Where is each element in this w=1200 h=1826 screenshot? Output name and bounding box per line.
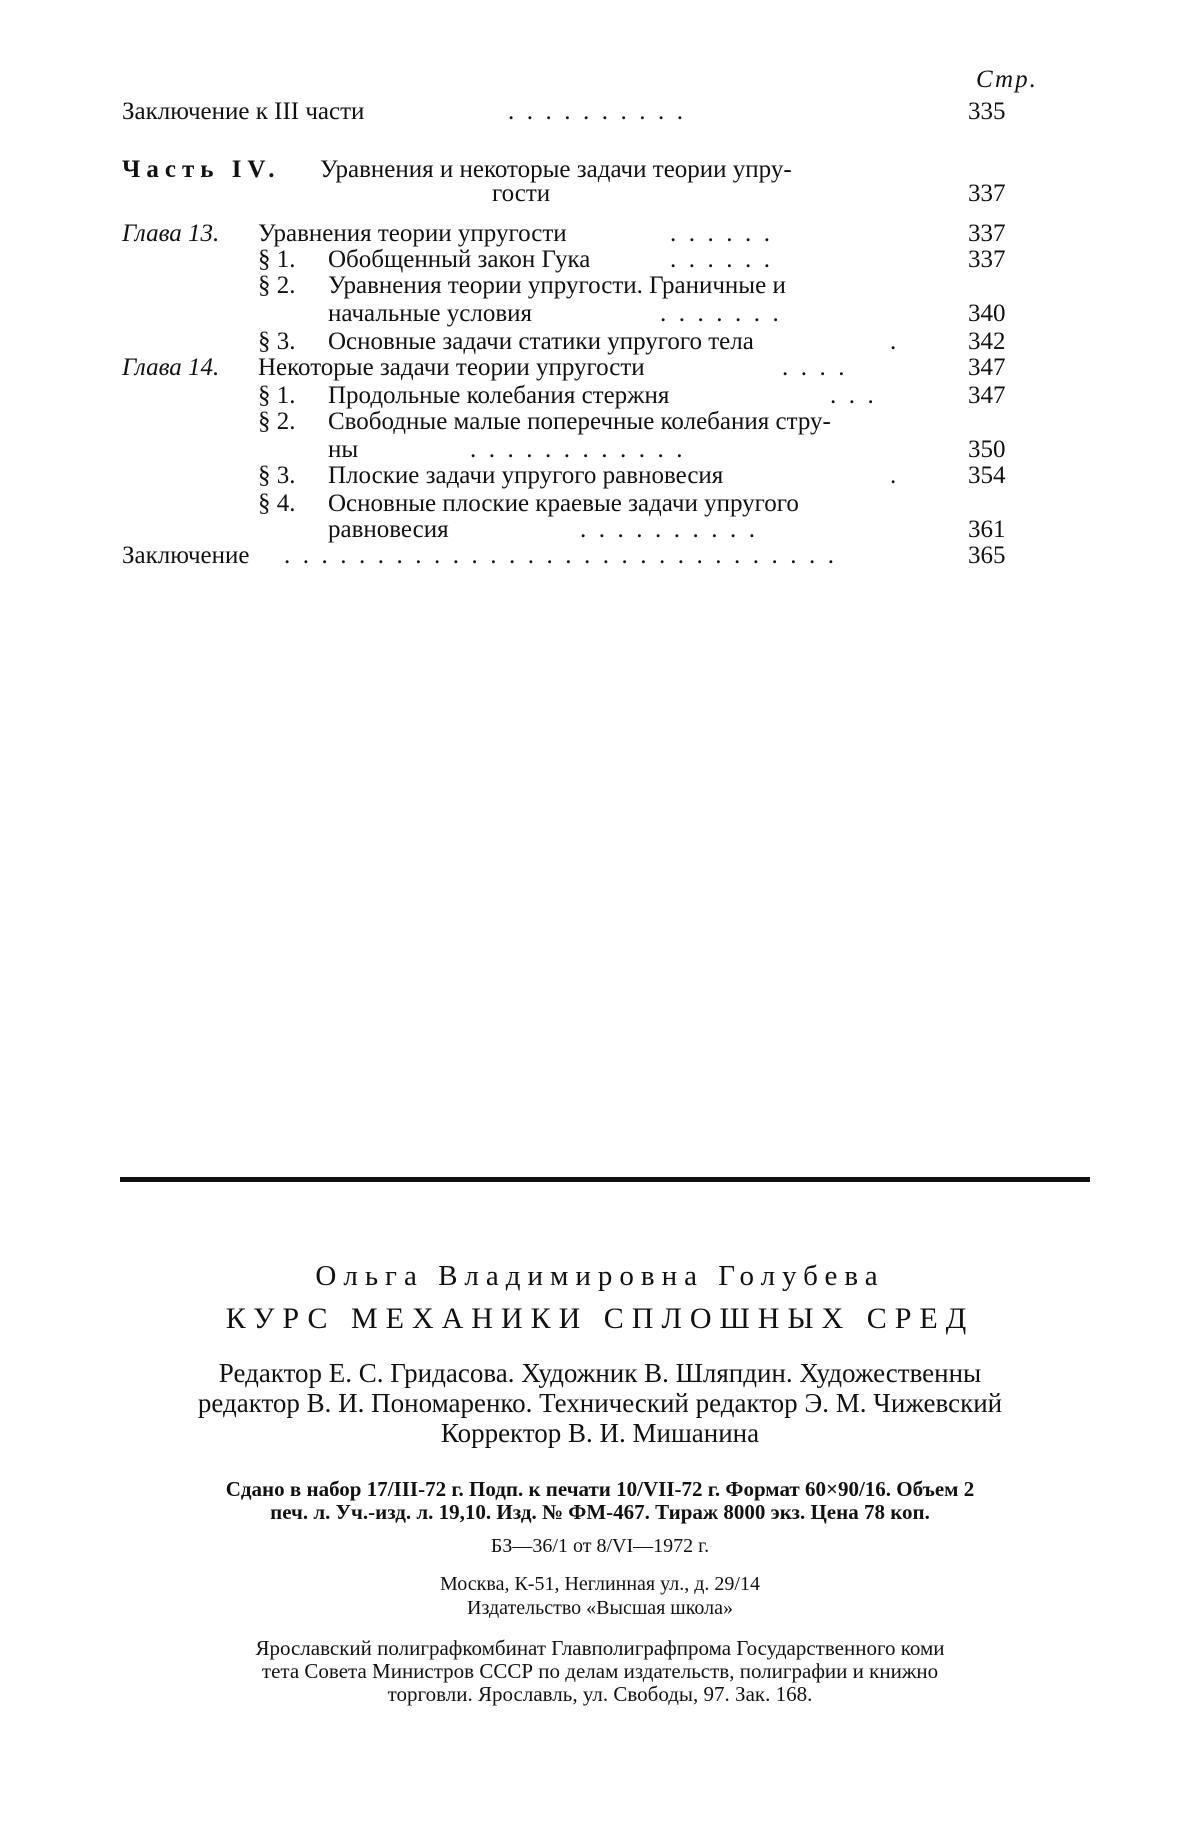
toc-entry-ch13-s3 xyxy=(258,328,754,355)
toc-entry-ch13-s2 xyxy=(258,272,786,299)
toc-entry-ch13-s2-cont xyxy=(328,300,532,327)
toc-entry-conclusion xyxy=(122,542,250,569)
toc-entry-ch14-s2 xyxy=(258,408,831,435)
leader-dots: . xyxy=(890,462,897,489)
author-name: Ольга Владимировна Голубева xyxy=(315,1260,885,1292)
leader-dots: . . . . . . . . . . xyxy=(580,516,755,543)
toc-page-number: 365 xyxy=(968,542,1006,569)
leader-dots: . . . . . . xyxy=(670,220,770,247)
toc-entry-ch14-s4 xyxy=(258,490,799,517)
toc-part-label: Часть IV. xyxy=(122,156,281,183)
toc-entry-ch14-s2-cont xyxy=(328,436,358,463)
toc-page-number: 335 xyxy=(968,98,1006,125)
toc-entry-title-cont: гости xyxy=(492,180,551,207)
toc-entry-title: Свободные малые поперечные колебания стру- xyxy=(328,408,831,435)
toc-section-number: § 2. xyxy=(258,408,296,435)
toc-page-number: 350 xyxy=(968,436,1006,463)
print-info-line: печ. л. Уч.-изд. л. 19,10. Изд. № ФМ-467. Тираж 8000 экз. Цена 78 коп. xyxy=(270,1500,930,1524)
page-column-header: Стр. xyxy=(976,66,1038,93)
toc-entry-title: Продольные колебания стержня xyxy=(328,382,670,409)
toc-page-number: 337 xyxy=(968,246,1006,273)
toc-entry-title: Плоские задачи упругого равновесия xyxy=(328,462,724,489)
leader-dots: . . . . . . . xyxy=(660,300,779,327)
toc-entry-part4-cont xyxy=(492,180,550,207)
print-info-line: Сдано в набор 17/III-72 г. Подп. к печати 10/VII-72 г. Формат 60×90/16. Объем 2 xyxy=(225,1477,975,1501)
toc-entry-title: Основные задачи статики упругого тела xyxy=(328,328,754,355)
book-title: КУРС МЕХАНИКИ СПЛОШНЫХ СРЕД xyxy=(225,1302,975,1335)
toc-entry-title-cont: равновесия xyxy=(328,516,449,543)
toc-entry-title-cont: начальные условия xyxy=(328,300,533,327)
printer-line: торговли. Ярославль, ул. Свободы, 97. Зак. 168. xyxy=(387,1682,813,1706)
toc-entry-title: Уравнения и некоторые задачи теории упру- xyxy=(320,156,792,183)
toc-entry-title-cont: ны xyxy=(328,436,359,463)
toc-section-number: § 4. xyxy=(258,490,296,517)
toc-entry-title: Обобщенный закон Гука xyxy=(328,246,591,273)
toc-page-number: 361 xyxy=(968,516,1006,543)
toc-page-number: 337 xyxy=(968,220,1006,247)
leader-dots: . xyxy=(890,328,897,355)
toc-entry-chapter13 xyxy=(122,220,567,247)
leader-dots: . . . . . . . . . . xyxy=(508,98,683,125)
toc-section-number: § 3. xyxy=(258,328,296,355)
toc-entry-title: Уравнения теории упругости. Граничные и xyxy=(328,272,786,299)
credits-line: Редактор Е. С. Гридасова. Художник В. Шляпдин. Художественны xyxy=(218,1358,982,1388)
toc-entry-conclusion-part3 xyxy=(122,98,364,125)
toc-page-number: 340 xyxy=(968,300,1006,327)
credits-line: Корректор В. И. Мишанина xyxy=(440,1418,760,1448)
bz-line: БЗ—36/1 от 8/VI—1972 г. xyxy=(490,1535,710,1557)
toc-entry-ch14-s1 xyxy=(258,382,669,409)
leader-dots: . . . . xyxy=(782,354,845,381)
toc-entry-title: Некоторые задачи теории упругости xyxy=(258,354,645,381)
toc-page-number: 337 xyxy=(968,180,1006,207)
leader-dots: . . . . . . xyxy=(670,246,770,273)
printer-line: тета Совета Министров СССР по делам издательств, полиграфии и книжно xyxy=(261,1659,939,1683)
toc-page-number: 354 xyxy=(968,462,1006,489)
toc-entry-ch14-s4-cont xyxy=(328,516,449,543)
toc-entry-title: Заключение к III части xyxy=(122,98,365,125)
leader-dots: . . . . . . . . . . . . . . . . . . . . . . . . . . . . . . xyxy=(284,542,834,569)
toc-page-number: 347 xyxy=(968,354,1006,381)
toc-section-number: § 2. xyxy=(258,272,296,299)
address-line: Москва, К-51, Неглинная ул., д. 29/14 xyxy=(440,1573,760,1595)
leader-dots: . . . . . . . . . . . . xyxy=(470,436,683,463)
toc-page-number: 342 xyxy=(968,328,1006,355)
toc-section-number: § 1. xyxy=(258,382,296,409)
toc-chapter-label: Глава 14. xyxy=(122,354,220,381)
section-divider xyxy=(120,1177,1090,1182)
toc-entry-ch13-s1 xyxy=(258,246,590,273)
toc-entry-title: Заключение xyxy=(122,542,250,569)
printer-line: Ярославский полиграфкомбинат Главполиграфпрома Государственного коми xyxy=(255,1636,945,1660)
toc-entry-title: Основные плоские краевые задачи упругого xyxy=(328,490,799,517)
toc-section-number: § 1. xyxy=(258,246,296,273)
toc-entry-title: Уравнения теории упругости xyxy=(258,220,567,247)
toc-page-number: 347 xyxy=(968,382,1006,409)
toc-chapter-label: Глава 13. xyxy=(122,220,220,247)
toc-entry-ch14-s3 xyxy=(258,462,723,489)
toc-entry-chapter14 xyxy=(122,354,645,381)
toc-section-number: § 3. xyxy=(258,462,296,489)
toc-entry-part4 xyxy=(122,156,792,183)
publisher-line: Издательство «Высшая школа» xyxy=(467,1597,733,1619)
leader-dots: . . . xyxy=(830,382,874,409)
credits-line: редактор В. И. Пономаренко. Технический редактор Э. М. Чижевский xyxy=(197,1388,1003,1418)
